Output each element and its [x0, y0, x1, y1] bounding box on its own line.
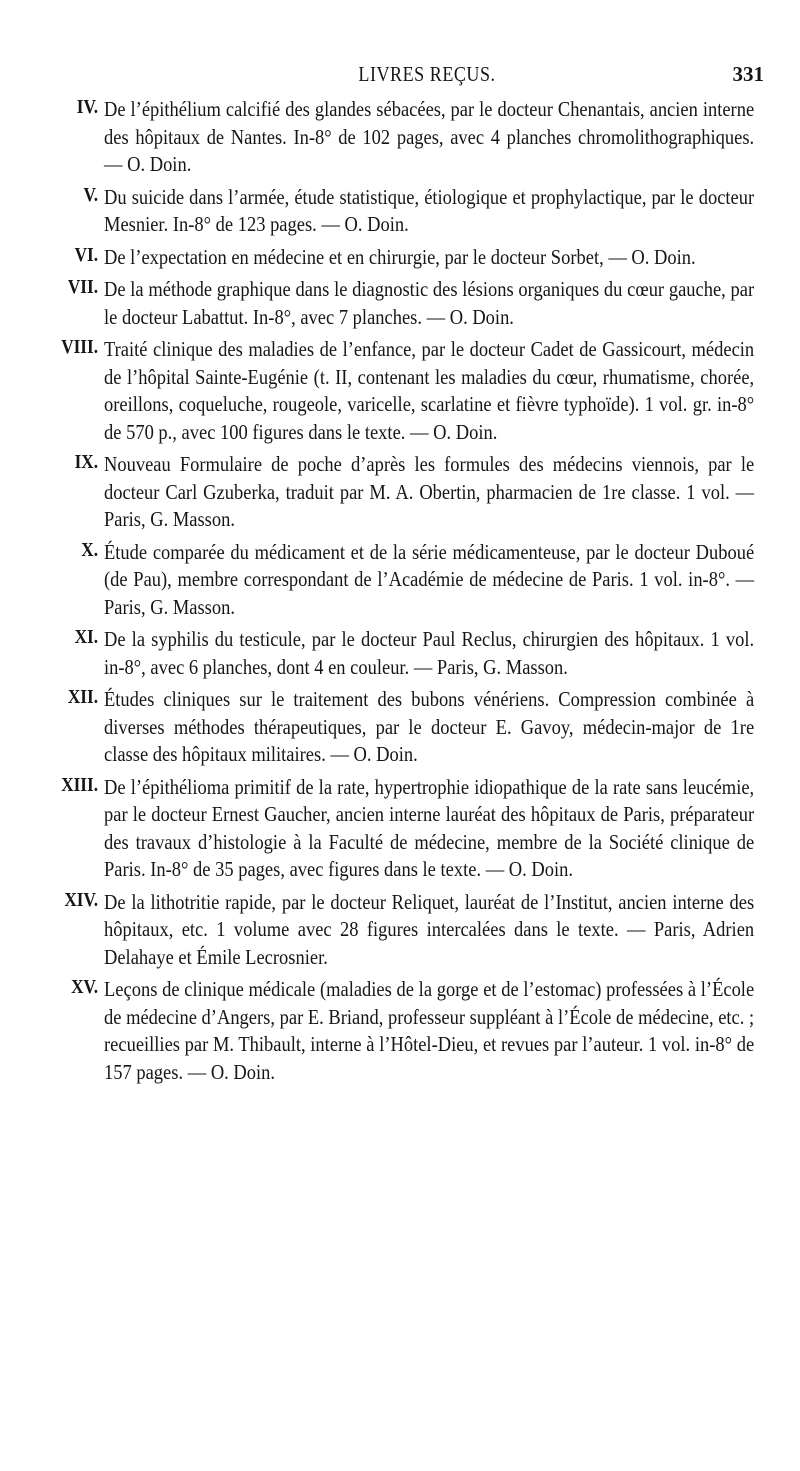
list-item [0, 774, 800, 884]
list-item [0, 976, 800, 1086]
running-title: LIVRES REÇUS. [358, 62, 496, 86]
entry-text: Traité clinique des maladies de l’enfance, par le docteur Cadet de Gassicourt, médecin de l’hôpital Sainte-Eugénie (t. II, contenant les maladies du cœur, rhumatisme, chorée, oreillons, coqueluche, rougeole, varicelle, scarlatine et fièvre typhoïde). 1 vol. gr. in-8° de 570 p., avec 100 figures dans le texte. — O. Doin. [104, 337, 755, 444]
list-item [0, 96, 800, 179]
entry-text: Étude comparée du médicament et de la série médicamenteuse, par le docteur Duboué (de Pau), membre correspondant de l’Académie de médecine de Paris. 1 vol. in-8°. — Paris, G. Masson. [104, 539, 755, 619]
entry-numeral: VIII. [61, 336, 98, 358]
entry-text: De la lithotritie rapide, par le docteur Reliquet, lauréat de l’Institut, ancien interne des hôpitaux, etc. 1 volume avec 28 figures intercalées dans le texte. — Paris, Adrien Delahaye et Émile Lecrosnier. [104, 889, 755, 969]
entry-numeral: XI. [74, 626, 98, 648]
entry-numeral: XIII. [61, 773, 98, 796]
entry-numeral: VI. [74, 243, 98, 266]
list-item [0, 626, 800, 681]
list-item [0, 889, 800, 972]
entry-text: Du suicide dans l’armée, étude statistique, étiologique et prophylactique, par le docteur Mesnier. In-8° de 123 pages. — O. Doin. [104, 184, 755, 236]
entry-numeral: IV. [76, 96, 98, 118]
list-item [0, 184, 800, 239]
entry-numeral: XIV. [64, 888, 98, 911]
entry-text: Études cliniques sur le traitement des bubons vénériens. Compression combinée à diverses méthodes thérapeutiques, par le docteur E. Gavoy, médecin-major de 1re classe des hôpitaux militaires. — O. Doin. [104, 687, 755, 766]
entry-text: Nouveau Formulaire de poche d’après les formules des médecins viennois, par le docteur Carl Gzuberka, traduit par M. A. Obertin, pharmacien de 1re classe. 1 vol. — Paris, G. Masson. [104, 452, 755, 531]
entry-text: De l’épithélioma primitif de la rate, hypertrophie idiopathique de la rate sans leucémie, par le docteur Ernest Gaucher, ancien interne lauréat des hôpitaux de Paris, préparateur des travaux d’histologie à la Faculté de médecine, membre de la Société clinique de Paris. In-8° de 35 pages, avec figures dans le texte. — O. Doin. [104, 774, 755, 881]
list-item [0, 244, 800, 272]
entry-numeral: XII. [67, 686, 98, 708]
entry-text: De la syphilis du testicule, par le docteur Paul Reclus, chirurgien des hôpitaux. 1 vol. in-8°, avec 6 planches, dont 4 en couleur. — Paris, G. Masson. [104, 627, 755, 679]
entry-text: De l’expectation en médecine et en chirurgie, par le docteur Sorbet, — O. Doin. [104, 244, 696, 269]
list-item [0, 539, 800, 622]
list-item [0, 336, 800, 446]
running-header [90, 62, 764, 90]
entry-numeral: XV. [71, 976, 98, 998]
entry-numeral: VII. [67, 276, 98, 298]
list-item [0, 451, 800, 534]
book-list [0, 96, 800, 1091]
entry-text: De la méthode graphique dans le diagnostic des lésions organiques du cœur gauche, par le docteur Labattut. In-8°, avec 7 planches. — O. Doin. [104, 277, 755, 329]
entry-numeral: V. [83, 183, 98, 206]
entry-numeral: IX. [74, 451, 98, 473]
page-number: 331 [732, 62, 764, 86]
list-item [0, 276, 800, 331]
entry-text: Leçons de clinique médicale (maladies de la gorge et de l’estomac) professées à l’École de médecine d’Angers, par E. Briand, professeur suppléant à l’École de médecine, etc. ; recueillies par M. Thibault, interne à l’Hôtel-Dieu, et revues par l’auteur. 1 vol. in-8° de 157 pages. — O. Doin. [104, 977, 755, 1084]
entry-text: De l’épithélium calcifié des glandes sébacées, par le docteur Chenantais, ancien interne des hôpitaux de Nantes. In-8° de 102 pages, avec 4 planches chromolithographiques. — O. Doin. [104, 97, 755, 176]
list-item [0, 686, 800, 769]
entry-numeral: X. [81, 538, 98, 561]
